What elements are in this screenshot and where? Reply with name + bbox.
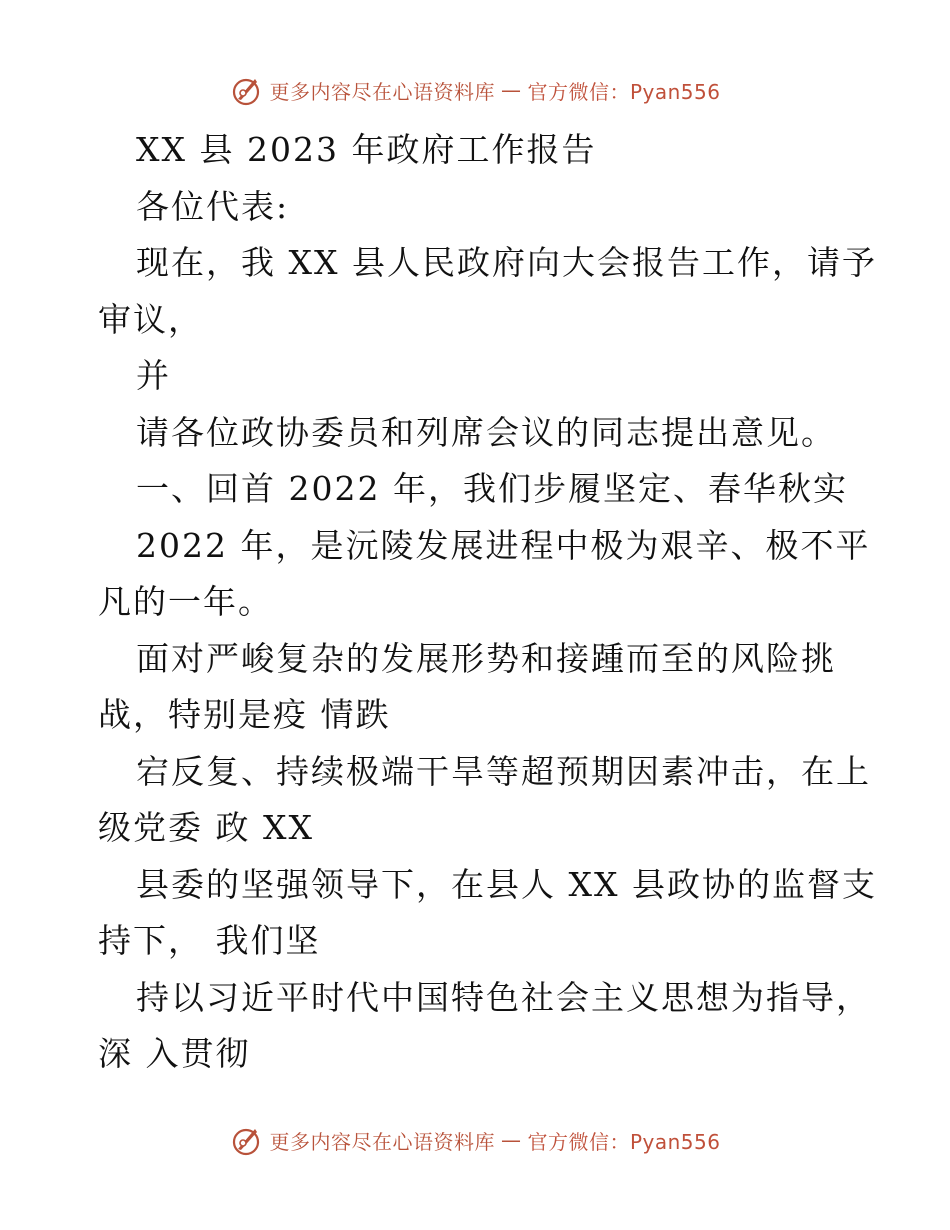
- watermark-suffix: 官方微信：Pyan556: [527, 1129, 721, 1154]
- paragraph-line: 深 入贯彻: [98, 1034, 251, 1073]
- paragraph-line: 级党委 政 XX: [98, 808, 314, 847]
- paragraph-line: 宕反复、持续极端干旱等超预期因素冲击，在上: [136, 751, 871, 791]
- paragraph-line: 县委的坚强领导下，在县人 XX 县政协的监督支: [136, 864, 877, 904]
- watermark-footer: [0, 1120, 950, 1160]
- watermark-separator: —: [500, 1128, 522, 1152]
- paragraph-line: 请各位政协委员和列席会议的同志提出意见。: [136, 412, 836, 452]
- paragraph-line: 持下， 我们坚: [98, 921, 321, 960]
- paragraph-line: 并: [136, 356, 171, 395]
- watermark-separator: —: [500, 78, 522, 102]
- paragraph-line: 凡的一年。: [98, 582, 273, 621]
- watermark-text: 更多内容尽在心语资料库: [269, 79, 495, 104]
- document-body: [98, 122, 877, 1083]
- salutation: 各位代表:: [136, 186, 290, 226]
- paragraph-line: 面对严峻复杂的发展形势和接踵而至的风险挑: [136, 638, 836, 678]
- paragraph-line: 审议，: [98, 299, 203, 339]
- watermark-header: [0, 70, 950, 110]
- document-title: XX 县 2023 年政府工作报告: [136, 130, 597, 169]
- quill-pen-logo-icon: [229, 1123, 263, 1157]
- watermark-text: 更多内容尽在心语资料库: [269, 1129, 495, 1154]
- quill-pen-logo-icon: [229, 73, 263, 107]
- paragraph-line: 持以习近平时代中国特色社会主义思想为指导，: [136, 977, 871, 1017]
- section-heading: 一、回首 2022 年，我们步履坚定、春华秋实: [136, 469, 848, 508]
- watermark-suffix: 官方微信：Pyan556: [527, 79, 721, 104]
- paragraph-line: 战，特别是疫 情跌: [98, 695, 391, 734]
- paragraph-line: 现在，我 XX 县人民政府向大会报告工作，请予: [136, 243, 877, 282]
- paragraph-line: 2022 年，是沅陵发展进程中极为艰辛、极不平: [136, 525, 871, 565]
